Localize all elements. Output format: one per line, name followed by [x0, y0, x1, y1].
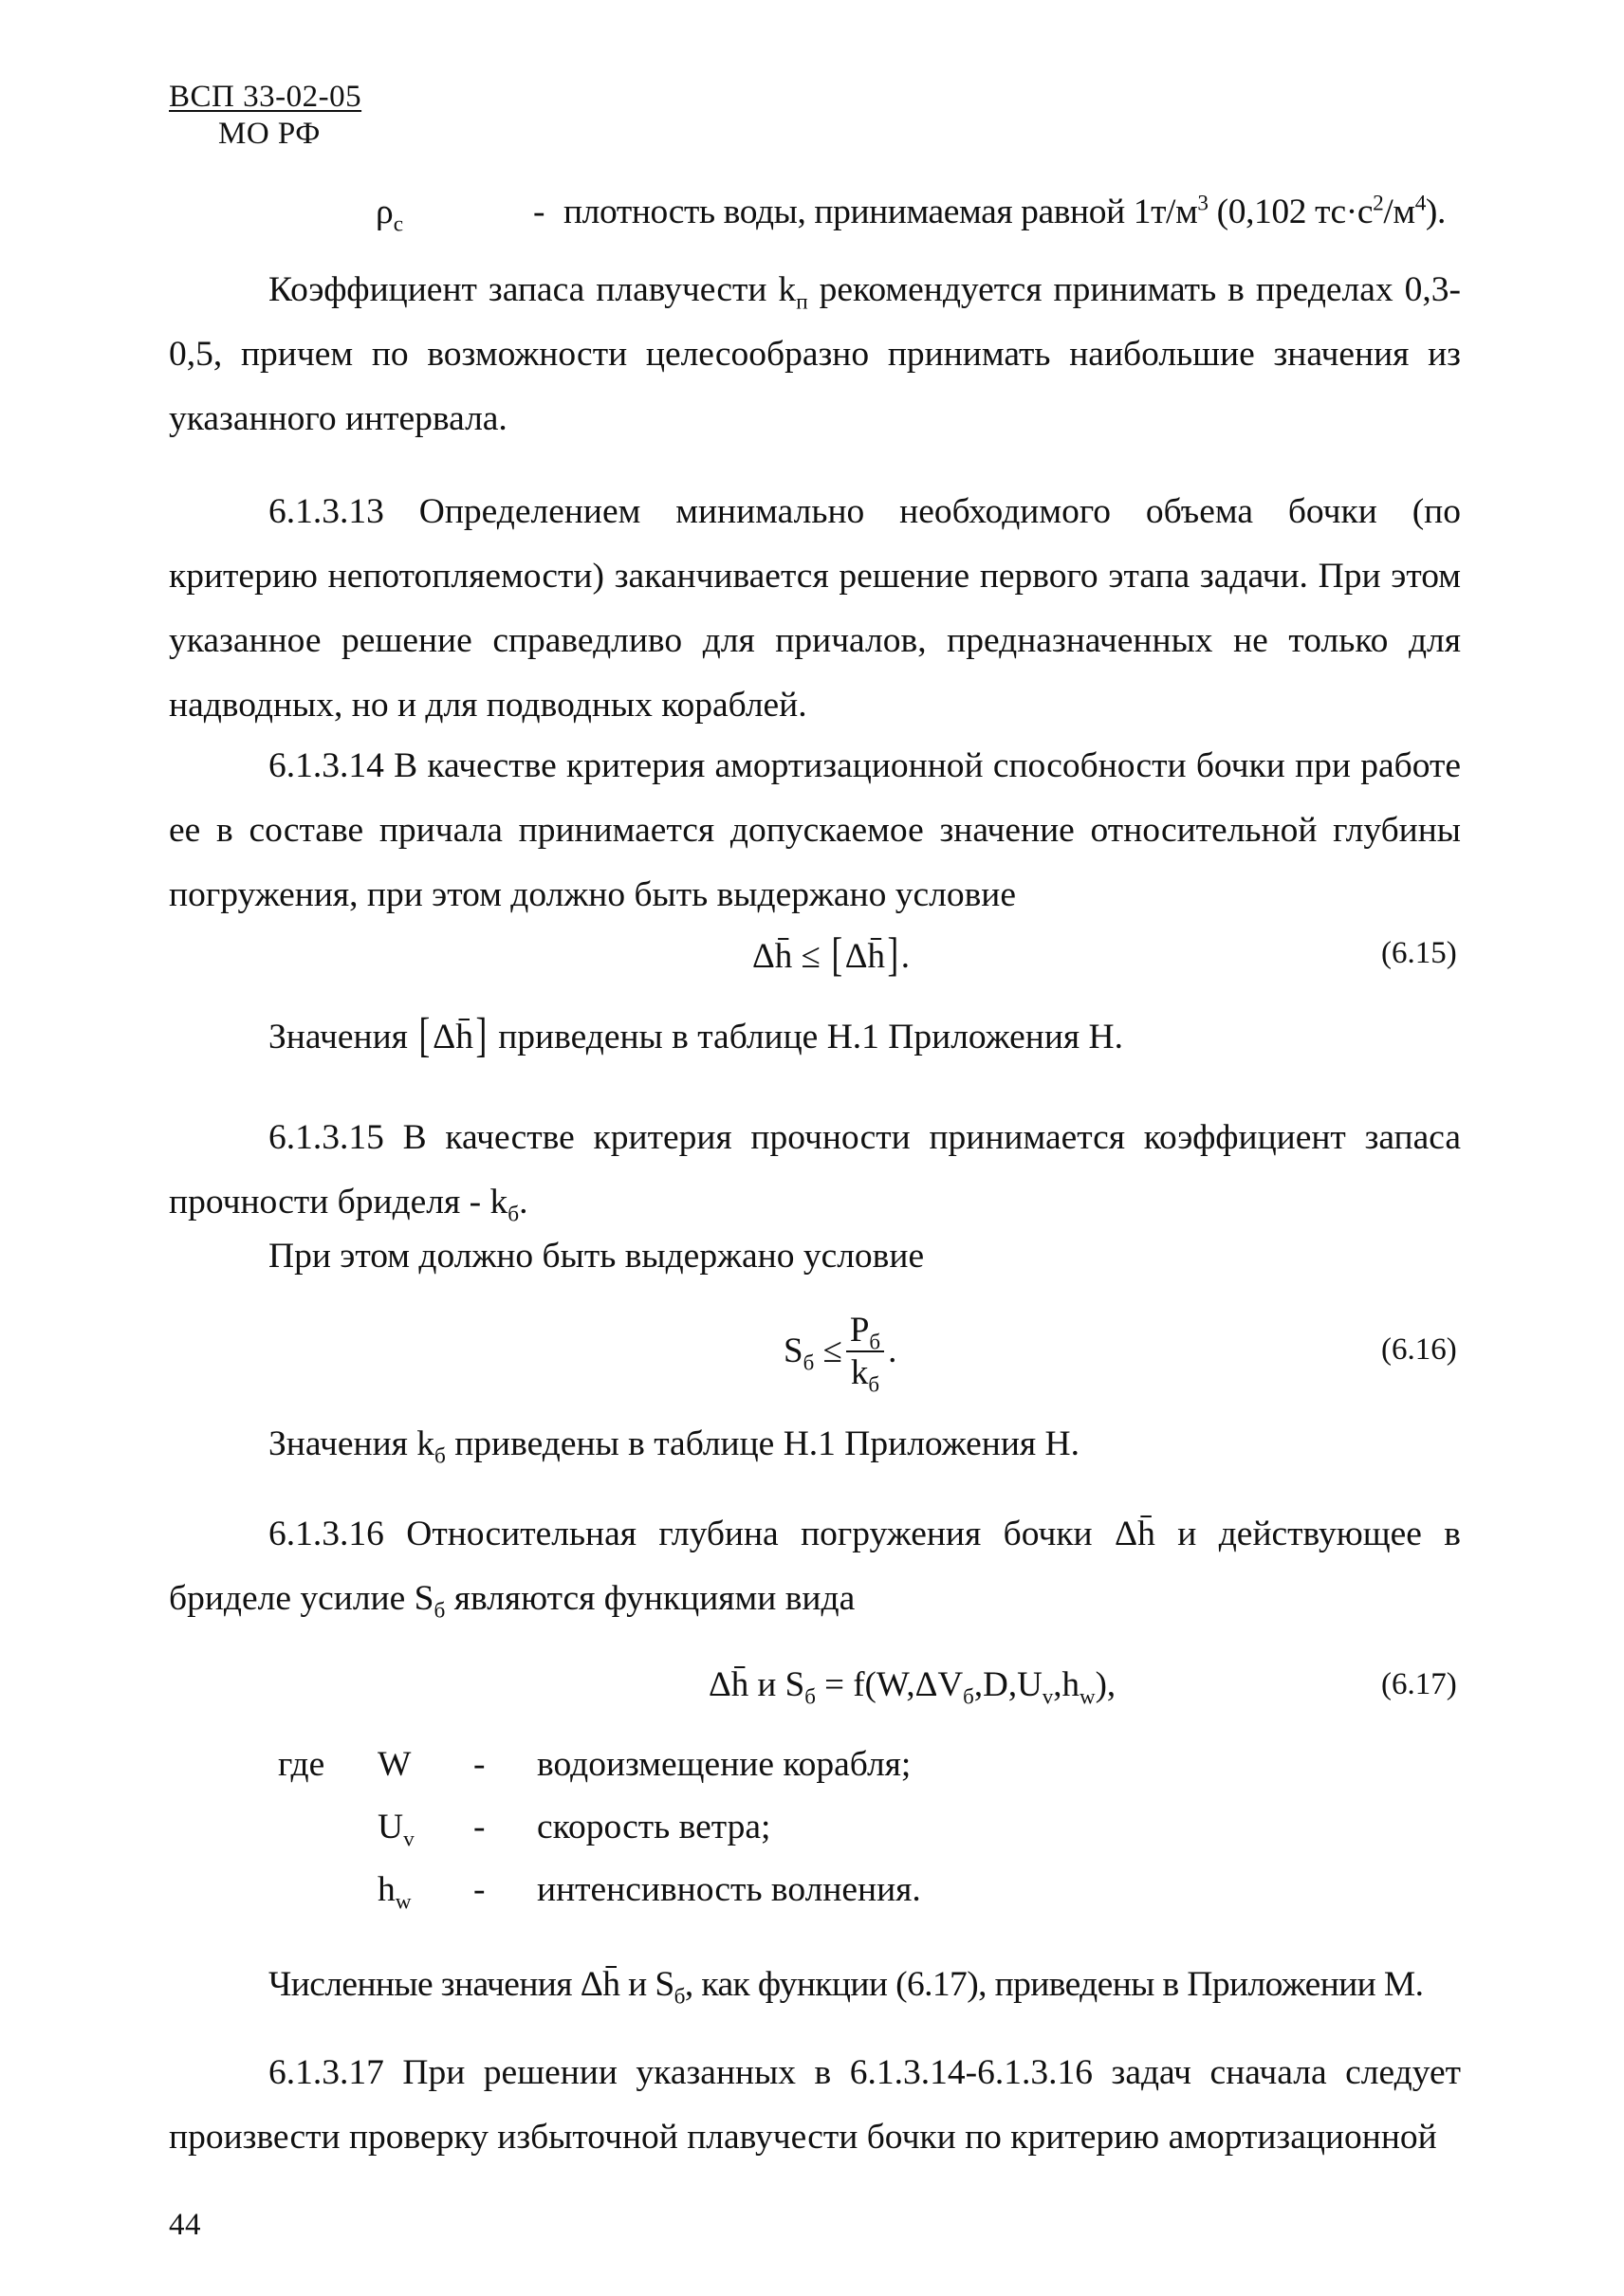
- doc-code: ВСП 33-02-05: [169, 80, 362, 114]
- line-kb-values: Значения $k_б$ приведены в таблице Н.1 Приложения Н.: [268, 1424, 1080, 1469]
- defs-where: где: [278, 1745, 325, 1784]
- def-dash: -: [473, 1808, 486, 1846]
- rho-definition: [0, 191, 1624, 238]
- equation-6-16: $S_б$ ≤ $\frac{P_б}{k_б}$ .: [784, 1311, 897, 1397]
- para-6-1-3-17: 6.1.3.17 При решении указанных в 6.1.3.14-6.1.3.16 задач сначала следует произвести проверку избыточной плавучести бочки по критерию амортизационной: [169, 2053, 1461, 2157]
- para-6-1-3-14: 6.1.3.14 В качестве критерия амортизационной способности бочки при работе ее в составе причала принимается допускаемое значение относительной глубины погружения, при этом должно быть выдержано условие: [169, 746, 1461, 914]
- def-dash: -: [473, 1745, 486, 1784]
- equation-6-17: Δh̄ и $S_б = f(W,\Delta V_б,D,U_v,h_w)$,: [709, 1665, 1116, 1709]
- def-symbol-w: W: [378, 1745, 412, 1784]
- page-number: 44: [169, 2208, 201, 2242]
- def-symbol-uv: $U_v$: [378, 1808, 415, 1852]
- equation-number-6-17: (6.17): [1381, 1667, 1457, 1701]
- equation-number-6-16: (6.16): [1381, 1332, 1457, 1367]
- rho-symbol: $\rho_c$: [376, 193, 404, 237]
- doc-org: МО РФ: [218, 117, 321, 151]
- equation-number-6-15: (6.15): [1381, 936, 1457, 970]
- para-6-1-3-13: 6.1.3.13 Определением минимально необходимого объема бочки (по критерию непотопляемости) заканчивается решение первого этапа задачи. При этом указанное решение справедливо для причалов, предназначенных не только для надводных, но и для подводных кораблей.: [169, 492, 1461, 725]
- para-6-1-3-15: 6.1.3.15 В качестве критерия прочности принимается коэффициент запаса прочности бриделя - $k_б$.: [169, 1118, 1461, 1227]
- def-text-hw: интенсивность волнения.: [537, 1870, 921, 1909]
- def-text-uv: скорость ветра;: [537, 1808, 771, 1846]
- rho-text: плотность воды, принимаемая равной $1т/м^3$ (0,102 $тс\cdot с^2/м^4$).: [563, 191, 1446, 231]
- line-condition: При этом должно быть выдержано условие: [268, 1237, 925, 1276]
- equation-6-15: Δh̄ ≤ [Δh̄].: [752, 928, 910, 981]
- def-dash: -: [473, 1870, 486, 1909]
- line-numeric-values: Численные значения Δh̄ и $S_б$, как функции (6.17), приведены в Приложении М.: [268, 1965, 1424, 2010]
- para-buoyancy-coefficient: Коэффициент запаса плавучести $k_п$ рекомендуется принимать в пределах 0,3-0,5, причем по возможности целесообразно принимать наибольшие значения из указанного интервала.: [169, 270, 1461, 438]
- def-symbol-hw: $h_w$: [378, 1870, 412, 1915]
- def-text-w: водоизмещение корабля;: [537, 1745, 912, 1784]
- para-6-1-3-16: 6.1.3.16 Относительная глубина погружения бочки Δh̄ и действующее в бриделе усилие $S_б$ являются функциями вида: [169, 1515, 1461, 1624]
- rho-dash: -: [533, 193, 545, 231]
- line-dh-values: Значения [Δh̄] приведены в таблице Н.1 Приложения Н.: [268, 1008, 1123, 1061]
